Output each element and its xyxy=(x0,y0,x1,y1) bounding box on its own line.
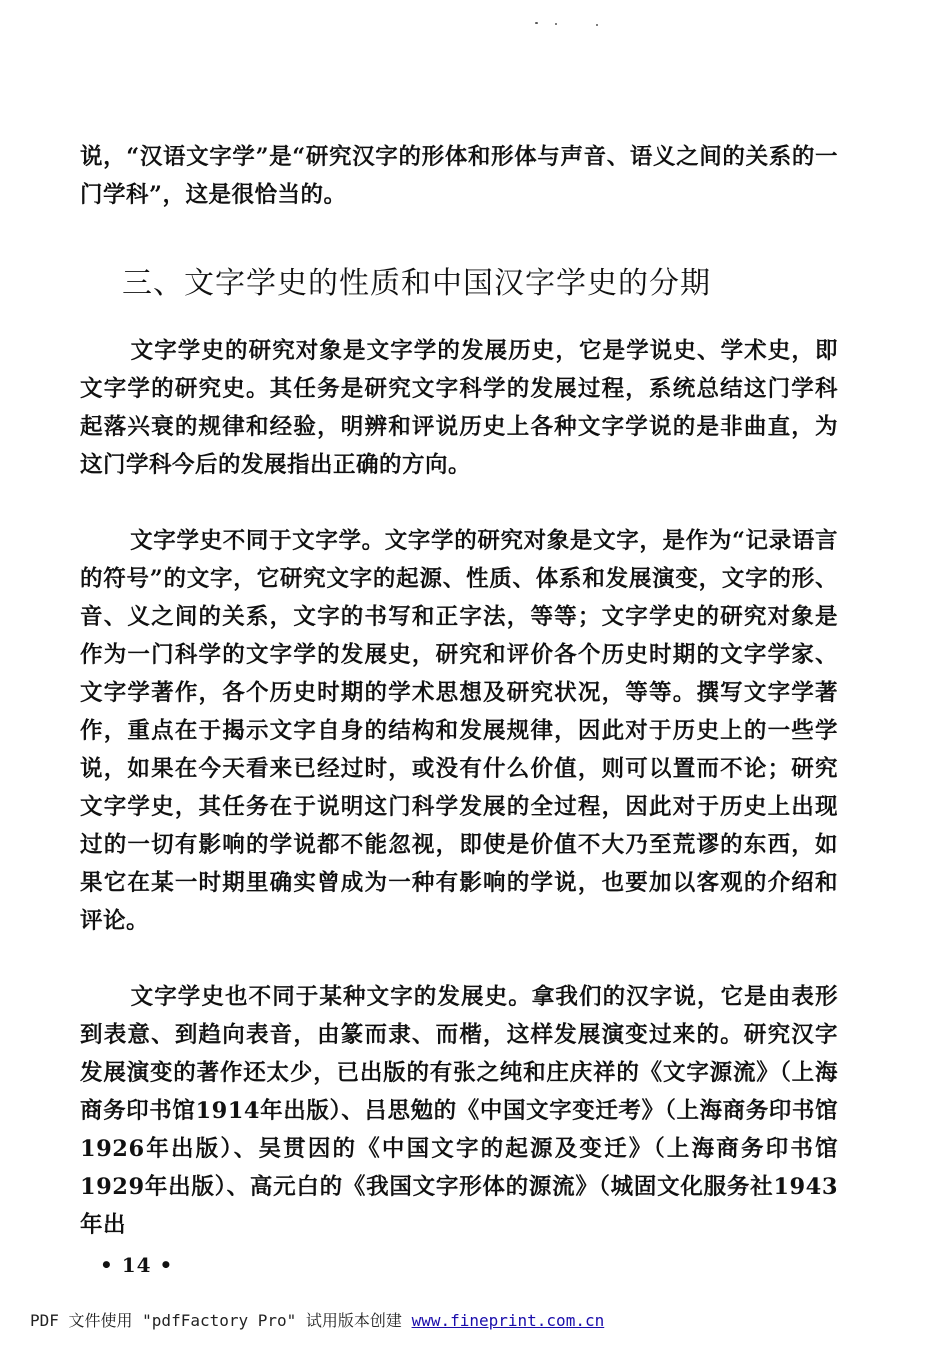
footer-text: PDF 文件使用 "pdfFactory Pro" 试用版本创建 xyxy=(30,1311,412,1330)
paragraph-1 xyxy=(80,332,838,484)
scan-speck xyxy=(596,24,598,26)
footer-link[interactable]: www.fineprint.com.cn xyxy=(411,1311,605,1330)
paragraph-2 xyxy=(80,522,838,940)
paragraph-1-text: 文字学史的研究对象是文字学的发展历史，它是学说史、学术史，即文字学的研究史。其任务是研究文字科学的发展过程，系统总结这门学科起落兴衰的规律和经验，明辨和评说历史上各种文字学说的是非曲直，为这门学科今后的发展指出正确的方向。 xyxy=(80,338,838,478)
scan-speck xyxy=(535,22,538,24)
pdf-footer xyxy=(30,1308,604,1331)
scan-speck xyxy=(555,23,557,25)
paragraph-3-text: 文字学史也不同于某种文字的发展史。拿我们的汉字说，它是由表形到表意、到趋向表音，由篆而隶、而楷，这样发展演变过来的。研究汉字发展演变的著作还太少，已出版的有张之纯和庄庆祥的《文字源流》（上海商务印书馆1914年出版）、吕思勉的《中国文字变迁考》（上海商务印书馆1926年出版）、吴贯因的《中国文字的起源及变迁》（上海商务印书馆1929年出版）、高元白的《我国文字形体的源流》（城固文化服务社1943年出 xyxy=(80,984,838,1238)
paragraph-continuation: 说，“汉语文字学”是“研究汉字的形体和形体与声音、语义之间的关系的一门学科”，这是很恰当的。 xyxy=(80,144,838,208)
page-number: • 14 • xyxy=(100,1253,174,1277)
section-heading: 三、文字学史的性质和中国汉字学史的分期 xyxy=(122,266,711,301)
paragraph-2-text: 文字学史不同于文字学。文字学的研究对象是文字，是作为“记录语言的符号”的文字，它研究文字的起源、性质、体系和发展演变，文字的形、音、义之间的关系，文字的书写和正字法，等等；文字学史的研究对象是作为一门科学的文字学的发展史，研究和评价各个历史时期的文字学家、文字学著作，各个历史时期的学术思想及研究状况，等等。撰写文字学著作，重点在于揭示文字自身的结构和发展规律，因此对于历史上的一些学说，如果在今天看来已经过时，或没有什么价值，则可以置而不论；研究文字学史，其任务在于说明这门科学发展的全过程，因此对于历史上出现过的一切有影响的学说都不能忽视，即使是价值不大乃至荒谬的东西，如果它在某一时期里确实曾成为一种有影响的学说，也要加以客观的介绍和评论。 xyxy=(80,528,838,934)
paragraph-3 xyxy=(80,978,838,1244)
